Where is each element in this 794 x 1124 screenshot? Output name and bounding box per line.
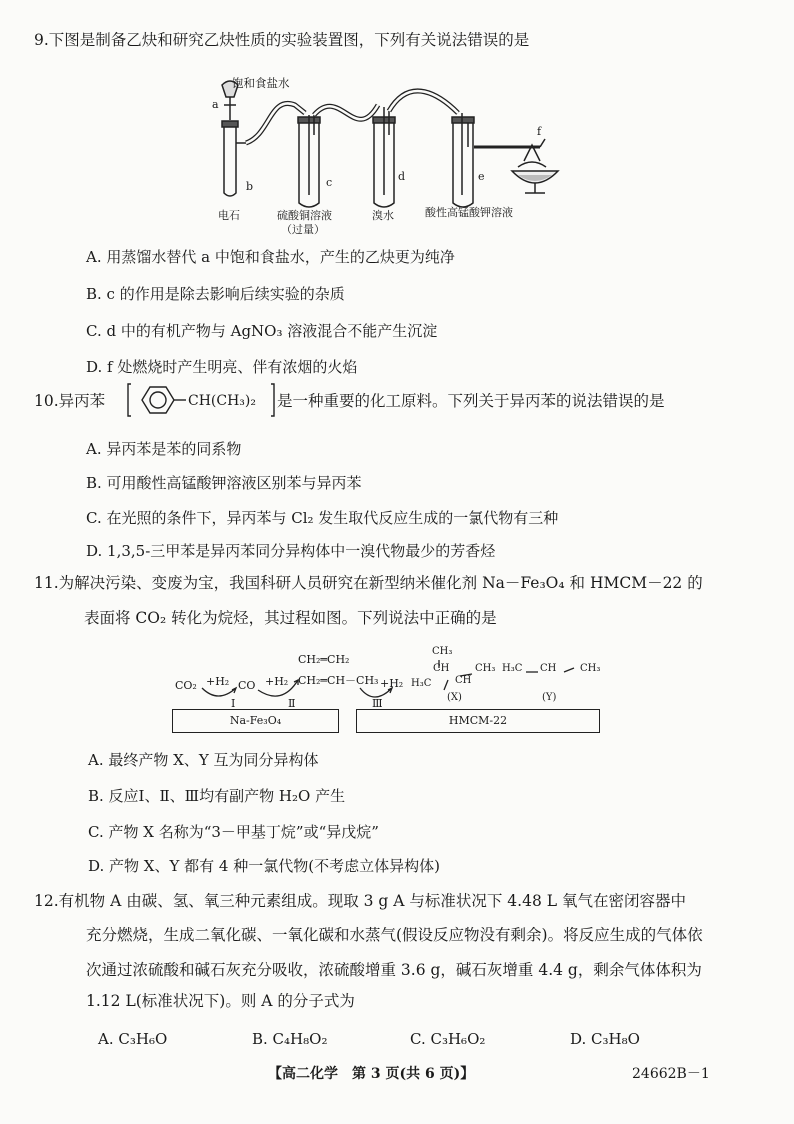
q11-butadiene: CH₂═CH－CH₃ xyxy=(298,674,379,687)
q11-co2: CO₂ xyxy=(175,679,197,692)
q9-label-kmno4: 酸性高锰酸钾溶液 xyxy=(425,206,513,219)
q12-option-c: C. C₃H₆O₂ xyxy=(410,1030,486,1048)
q11-h2-1: +H₂ xyxy=(206,675,230,688)
q9-label-c: c xyxy=(326,176,333,189)
q9-label-a: a xyxy=(212,98,219,111)
q11-y-ch3: CH₃ xyxy=(580,663,601,674)
q10-option-d: D. 1,3,5-三甲苯是异丙苯同分异构体中一溴代物最少的芳香烃 xyxy=(86,542,496,560)
q11-x-ch-1: CH xyxy=(433,663,450,674)
q9-stem: 9.下图是制备乙炔和研究乙炔性质的实验装置图，下列有关说法错误的是 xyxy=(34,31,530,49)
q10-option-b: B. 可用酸性高锰酸钾溶液区别苯与异丙苯 xyxy=(86,474,362,492)
q9-option-b: B. c 的作用是除去影响后续实验的杂质 xyxy=(86,285,345,303)
q11-x-h3c: H₃C xyxy=(411,678,432,689)
q9-label-b: b xyxy=(246,180,254,193)
q11-stem-line2: 表面将 CO₂ 转化为烷烃，其过程如图。下列说法中正确的是 xyxy=(84,609,497,627)
q9-label-d: d xyxy=(398,170,406,183)
q10-stem-post: 是一种重要的化工原料。下列关于异丙苯的说法错误的是 xyxy=(277,392,665,410)
q11-catalyst-box-2: HMCM-22 xyxy=(356,709,600,733)
q11-option-b: B. 反应Ⅰ、Ⅱ、Ⅲ均有副产物 H₂O 产生 xyxy=(88,787,346,805)
q11-h2-3: +H₂ xyxy=(380,677,404,690)
q12-line-3: 次通过浓硫酸和碱石灰充分吸收，浓硫酸增重 3.6 g，碱石灰增重 4.4 g，剩余气体体积为 xyxy=(86,961,702,979)
q11-x-ch3-top: CH₃ xyxy=(432,646,453,657)
q11-ethene: CH₂═CH₂ xyxy=(298,653,350,666)
q11-option-d: D. 产物 X、Y 都有 4 种一氯代物(不考虑立体异构体) xyxy=(88,857,440,875)
q11-x-label: (X) xyxy=(447,692,462,703)
q11-y-label: (Y) xyxy=(542,692,557,703)
q11-step1: Ⅰ xyxy=(231,697,236,710)
q9-label-cuso4: 硫酸铜溶液 xyxy=(277,209,332,222)
q9-label-e: e xyxy=(478,170,485,183)
q12-option-a: A. C₃H₆O xyxy=(98,1030,168,1048)
q9-label-salt-water: 饱和食盐水 xyxy=(232,76,290,90)
q12-option-d: D. C₃H₈O xyxy=(570,1030,640,1048)
q12-line-4: 1.12 L(标准状况下)。则 A 的分子式为 xyxy=(86,992,355,1010)
q11-step3: Ⅲ xyxy=(372,697,383,710)
q11-catalyst-box-1: Na-Fe₃O₄ xyxy=(172,709,339,733)
q10-option-a: A. 异丙苯是苯的同系物 xyxy=(86,440,242,458)
q11-co: CO xyxy=(238,679,256,692)
exam-code: 24662B－1 xyxy=(632,1066,710,1082)
q9-option-d: D. f 处燃烧时产生明亮、伴有浓烟的火焰 xyxy=(86,358,358,376)
q9-option-a: A. 用蒸馏水替代 a 中饱和食盐水，产生的乙炔更为纯净 xyxy=(86,248,455,266)
q11-step2: Ⅱ xyxy=(288,697,296,710)
q11-stem-line1: 11.为解决污染、变废为宝，我国科研人员研究在新型纳米催化剂 Na－Fe₃O₄ 和 HMCM－22 的 xyxy=(34,574,703,592)
q9-label-carbide: 电石 xyxy=(218,209,240,222)
q11-y-h3c: H₃C xyxy=(502,663,523,674)
q9-label-bromine: 溴水 xyxy=(372,209,394,222)
q11-x-ch-2: CH xyxy=(455,675,472,686)
q9-label-excess: （过量） xyxy=(281,223,325,236)
q11-x-ch3-right: CH₃ xyxy=(475,663,496,674)
q12-option-b: B. C₄H₈O₂ xyxy=(252,1030,328,1048)
q10-substituent: CH(CH₃)₂ xyxy=(188,393,256,409)
q12-line-2: 充分燃烧，生成二氧化碳、一氧化碳和水蒸气(假设反应物没有剩余)。将反应生成的气体依 xyxy=(86,926,703,944)
q11-option-c: C. 产物 X 名称为“3－甲基丁烷”或“异戊烷” xyxy=(88,823,379,841)
q12-line-1: 12.有机物 A 由碳、氢、氧三种元素组成。现取 3 g A 与标准状况下 4.48 L 氧气在密闭容器中 xyxy=(34,892,686,910)
q11-y-ch: CH xyxy=(540,663,557,674)
q11-option-a: A. 最终产物 X、Y 互为同分异构体 xyxy=(88,751,319,769)
q11-h2-2: +H₂ xyxy=(265,675,289,688)
q10-stem-pre: 10.异丙苯 xyxy=(34,392,106,410)
q10-option-c: C. 在光照的条件下，异丙苯与 Cl₂ 发生取代反应生成的一氯代物有三种 xyxy=(86,509,559,527)
q9-option-c: C. d 中的有机产物与 AgNO₃ 溶液混合不能产生沉淀 xyxy=(86,322,438,340)
page-footer: 【高二化学 第 3 页(共 6 页)】 xyxy=(268,1066,475,1082)
q9-label-f: f xyxy=(537,125,542,138)
